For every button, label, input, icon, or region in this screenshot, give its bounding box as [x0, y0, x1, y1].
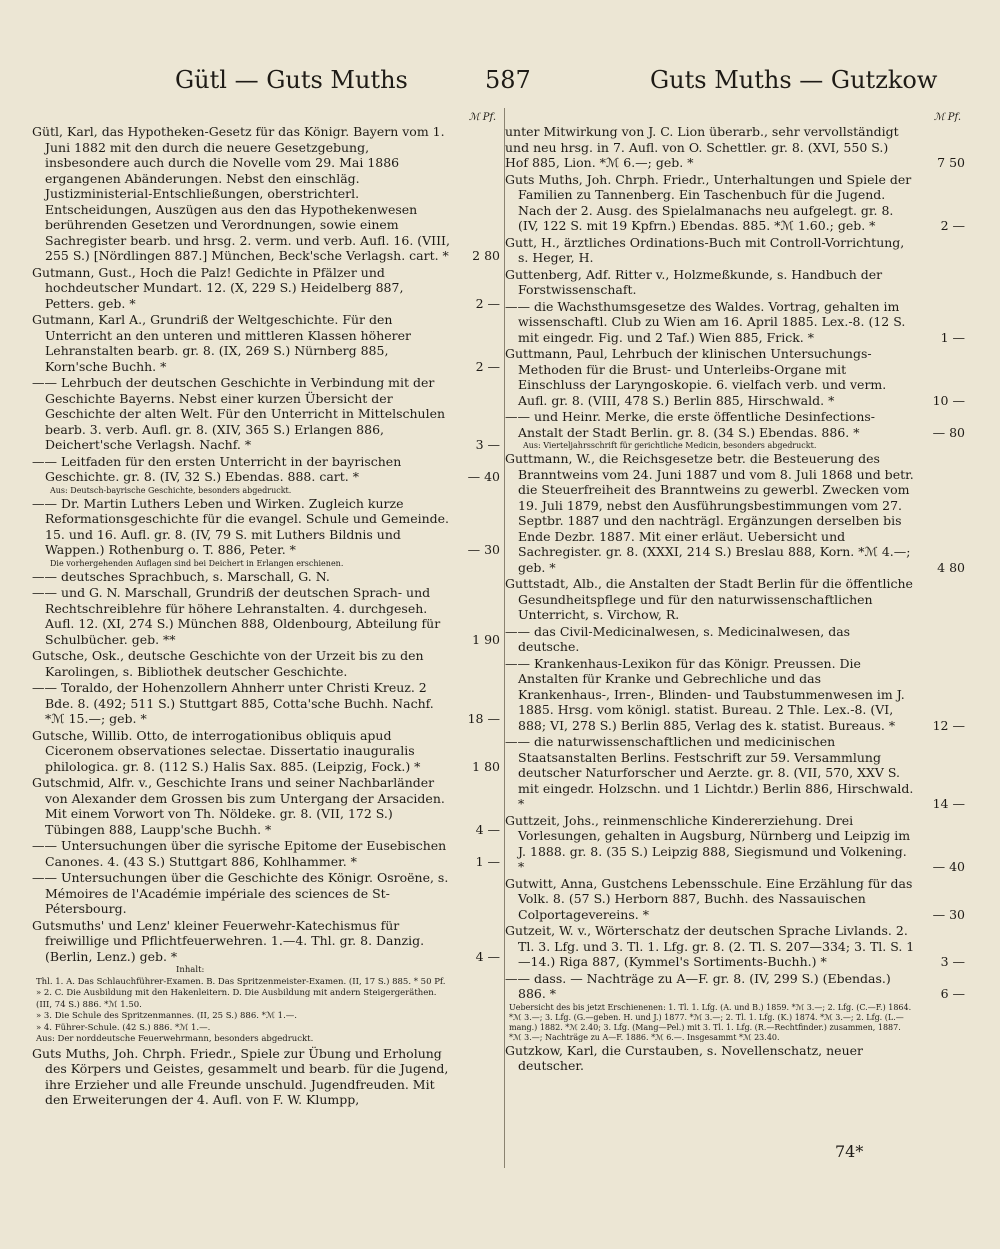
left-column — [32, 112, 500, 1109]
inhalt-line: » 3. Die Schule des Spritzenmannes. (II, 25 S.) 886. *ℳ 1.—. — [36, 1011, 297, 1021]
catalog-entry — [32, 454, 500, 485]
entry-note: Aus: Vierteljahrsschrift für gerichtliche Medicin, besonders abgedruckt. — [523, 441, 817, 450]
entry-note: Uebersicht des bis jetzt Erschienenen: 1. Tl. 1. Lfg. (A. und B.) 1859. *ℳ 3.—; 2. Lfg. (C.—F.) 1864. *ℳ 3.—; 3. Lfg. (G.—geben. H. und J.) 1877. *ℳ 3.—; 2. Tl. 1. Lfg. (K.) 1874. *ℳ 3.—; 2. Lfg. (L.—mang.) 1882. *ℳ 2.40; 3. Lfg. (Mang—Pel.) mit 3. Tl. 1. Lfg. (R.—Rechtfinder.) zusammen, 1887. *ℳ 3.—; Nachträge zu A—F. 1886. *ℳ 6.—. Insgesammt *ℳ 23.40. — [509, 1002, 912, 1042]
catalog-entry — [32, 728, 500, 775]
entry-text: —— und G. N. Marschall, Grundriß der deutschen Sprach- und Rechtschreiblehre für höhere Lehranstalten. 4. durchgeseh. Aufl. 12. (XI, 274 S.) München 888, Oldenbourg, Abteilung für Schulbücher. geb. ** — [32, 585, 441, 647]
catalog-entry — [505, 971, 965, 1002]
entry-text: Gutsche, Osk., deutsche Geschichte von der Urzeit bis zu den Karolingen, s. Bibliothek deutscher Geschichte. — [32, 648, 424, 679]
entry-price: — 80 — [932, 424, 965, 440]
entry-text: Guts Muths, Joh. Chrph. Friedr., Unterhaltungen und Spiele der Familien zu Tannenberg. Ein Taschenbuch für die Jugend. Nach der 2. Ausg. des Spielalmanachs neu aufgelegt. gr. 8. (IV, 122 S. mit 19 Kpfrn.) Ebendas. 885. *ℳ 1.60.; geb. * — [505, 171, 912, 233]
catalog-entry — [32, 585, 500, 647]
entry-text: Gutzkow, Karl, die Curstauben, s. Novellenschatz, neuer deutscher. — [505, 1042, 863, 1073]
right-entry-list — [505, 124, 965, 1074]
entry-text: —— Untersuchungen über die Geschichte des Königr. Osroëne, s. Mémoires de l'Académie impériale des sciences de St-Pétersbourg. — [32, 870, 449, 916]
entry-note: Die vorhergehenden Auflagen sind bei Deichert in Erlangen erschienen. — [50, 558, 344, 568]
entry-price: 2 80 — [472, 248, 500, 263]
catalog-entry — [32, 870, 500, 917]
currency-unit-label: ℳ Pf. — [933, 112, 961, 123]
entry-text: —— das Civil-Medicinalwesen, s. Medicinalwesen, das deutsche. — [505, 623, 851, 654]
entry-note: Aus: Deutsch-bayrische Geschichte, besonders abgedruckt. — [50, 485, 292, 495]
header-right-title: Guts Muths — Gutzkow — [650, 66, 938, 94]
signature-mark: 74* — [835, 1142, 864, 1161]
entry-price: 18 — — [467, 711, 500, 726]
entry-price: 2 — — [475, 295, 500, 311]
entry-text: unter Mitwirkung von J. C. Lion überarb., sehr vervollständigt und neu hrsg. in 7. Aufl. von O. Schettler. gr. 8. (XVI, 550 S.) Hof 885, Lion. *ℳ 6.—; geb. * — [505, 124, 899, 170]
entry-price: 4 — — [475, 821, 500, 837]
catalog-entry — [32, 838, 500, 869]
inhalt-line: » 4. Führer-Schule. (42 S.) 886. *ℳ 1.—. — [36, 1022, 211, 1033]
entry-text: —— Krankenhaus-Lexikon für das Königr. Preussen. Die Anstalten für Kranke und Gebrechliche und das Krankenhaus-, Irren-, Blinden- und Taubstummenwesen im J. 1885. Hrsg. vom königl. statist. Bureau. 2 Thle. Lex.-8. (VI, 888; VI, 278 S.) Berlin 885, Verlag des k. statist. Bureaus. * — [505, 655, 905, 733]
catalog-entry — [505, 409, 965, 440]
catalog-entry — [32, 496, 500, 558]
entry-text: —— dass. — Nachträge zu A—F. gr. 8. (IV, 299 S.) (Ebendas.) 886. * — [505, 970, 891, 1001]
entry-text: Guttmann, W., die Reichsgesetze betr. die Besteuerung des Branntweins vom 24. Juni 1887 und vom 8. Juli 1868 und betr. die Steuerfreiheit des Branntweins zu gewerbl. Zwecken vom 19. Juli 1879, nebst den Ausführungsbestimmungen vom 27. Septbr. 1887 und den nachträgl. Ergänzungen derselben bis Ende Dezbr. 1887. Mit einer erläut. Uebersicht und Sachregister. gr. 8. (XXXI, 214 S.) Breslau 888, Korn. *ℳ 4.—; geb. * — [505, 451, 914, 575]
catalog-entry — [32, 648, 500, 679]
entry-price: 10 — — [932, 392, 965, 408]
catalog-entry — [32, 680, 500, 727]
entry-text: Guttstadt, Alb., die Anstalten der Stadt Berlin für die öffentliche Gesundheitspflege und für den naturwissenschaftlichen Unterricht, s. Virchow, R. — [505, 576, 913, 622]
entry-price: 1 — — [940, 329, 965, 345]
entry-price: 3 — — [940, 954, 965, 969]
entry-price: 6 — — [940, 986, 965, 1001]
inhalt-block — [32, 965, 500, 1046]
entry-text: Guttmann, Paul, Lehrbuch der klinischen Untersuchungs-Methoden für die Brust- und Unterleibs-Organe mit Einschluss der Laryngoskopie. 6. vielfach verb. und verm. Aufl. gr. 8. (VIII, 478 S.) Berlin 885, Hirschwald. * — [505, 346, 887, 408]
entry-text: —— deutsches Sprachbuch, s. Marschall, G. N. — [32, 568, 330, 584]
entry-text: —— und Heinr. Merke, die erste öffentliche Desinfections-Anstalt der Stadt Berlin. gr. 8. (34 S.) Ebendas. 886. * — [505, 409, 876, 440]
entry-text: —— die naturwissenschaftlichen und medicinischen Staatsanstalten Berlins. Festschrift zur 59. Versammlung deutscher Naturforscher und Aerzte. gr. 8. (VII, 570, XXV S. mit eingedr. Holzschn. und 1 Lichtdr.) Berlin 886, Hirschwald. * — [505, 734, 914, 811]
entry-text: —— Toraldo, der Hohenzollern Ahnherr unter Christi Kreuz. 2 Bde. 8. (492; 511 S.) Stuttgart 885, Cotta'sche Buchh. Nachf. *ℳ 15.—; geb. * — [32, 680, 434, 726]
catalog-entry — [505, 1043, 965, 1074]
page-number: 587 — [485, 66, 531, 94]
catalog-entry — [505, 923, 965, 970]
entry-price: 4 80 — [937, 559, 965, 575]
entry-text: Gutsche, Willib. Otto, de interrogationibus obliquis apud Ciceronem observationes selectae. Dissertatio inauguralis philologica. gr. 8. (112 S.) Halis Sax. 885. (Leipzig, Fock.) * — [32, 727, 421, 774]
catalog-entry — [32, 918, 500, 965]
running-header — [0, 66, 1000, 98]
entry-price: 1 80 — [472, 758, 500, 774]
entry-price: 2 — — [475, 358, 500, 374]
entry-price: 14 — — [932, 796, 965, 811]
entry-text: —— Lehrbuch der deutschen Geschichte in Verbindung mit der Geschichte Bayerns. Nebst einer kurzen Übersicht der Geschichte der alten Welt. Für den Unterricht in Mittelschulen bearb. 3. verb. Aufl. gr. 8. (XIV, 365 S.) Erlangen 886, Deichert'sche Verlagsh. Nachf. * — [32, 375, 446, 452]
entry-price: — 30 — [467, 542, 500, 557]
catalog-entry — [505, 734, 965, 812]
catalog-entry — [32, 569, 500, 585]
inhalt-line: » 2. C. Die Ausbildung mit den Hakenleitern. D. Die Ausbildung mit andern Steigergeräthen. (III, 74 S.) 886. *ℳ 1.50. — [36, 988, 437, 1010]
left-entry-list — [32, 124, 500, 964]
entry-price: 2 — — [940, 218, 965, 233]
catalog-entry — [32, 312, 500, 374]
entry-price: 1 — — [475, 853, 500, 869]
entry-text: —— die Wachsthumsgesetze des Waldes. Vortrag, gehalten im wissenschaftl. Club zu Wien am 16. April 1885. Lex.-8. (12 S. mit eingedr. Fig. und 2 Taf.) Wien 885, Frick. * — [505, 298, 906, 345]
entry-price: — 40 — [467, 469, 500, 484]
catalog-entry — [505, 235, 965, 266]
catalog-entry — [505, 299, 965, 346]
catalog-entry — [32, 1046, 500, 1108]
inhalt-source-note: Aus: Der norddeutsche Feuerwehrmann, besonders abgedruckt. — [36, 1034, 314, 1044]
entry-price: 3 — — [475, 437, 500, 452]
entry-price: — 30 — [932, 906, 965, 922]
catalog-entry — [505, 813, 965, 875]
catalog-entry — [505, 346, 965, 408]
catalog-entry — [505, 267, 965, 298]
entry-text: Gutsmuths' und Lenz' kleiner Feuerwehr-Katechismus für freiwillige und Pflichtfeuerwehren. 1.—4. Thl. gr. 8. Danzig. (Berlin, Lenz.) geb. * — [32, 917, 425, 964]
entry-text: Gutwitt, Anna, Gustchens Lebensschule. Eine Erzählung für das Volk. 8. (57 S.) Herborn 887, Buchh. des Nassauischen Colportagevereins. * — [505, 875, 913, 922]
entry-text: Gutt, H., ärztliches Ordinations-Buch mit Controll-Vorrichtung, s. Heger, H. — [505, 234, 905, 265]
catalog-entry — [505, 624, 965, 655]
catalog-entry — [505, 876, 965, 923]
catalog-entry — [505, 124, 965, 171]
catalog-entry — [505, 172, 965, 234]
entry-text: Gutmann, Karl A., Grundriß der Weltgeschichte. Für den Unterricht an den unteren und mittleren Klassen höherer Lehranstalten bearb. gr. 8. (IX, 269 S.) Nürnberg 885, Korn'sche Buchh. * — [32, 312, 411, 374]
entry-price: 4 — — [475, 948, 500, 964]
catalog-entry — [505, 451, 965, 575]
catalog-entry — [32, 775, 500, 837]
entry-price: 7 50 — [937, 155, 965, 170]
entry-text: Gütl, Karl, das Hypotheken-Gesetz für das Königr. Bayern vom 1. Juni 1882 mit den durch die neuere Gesetzgebung, insbesondere auch durch die Novelle vom 29. Mai 1886 ergangenen Abänderungen. Nebst den einschläg. Justizministerial-Entschließungen, oberstrichterl. Entscheidungen, Auszügen aus den das Hypothekenwesen berührenden Gesetzen und Verordnungen, sowie einem Sachregister bearb. und hrsg. 2. verm. und verb. Aufl. 16. (VIII, 255 S.) [Nördlingen 887.] München, Beck'sche Verlagsh. cart. * — [32, 124, 450, 263]
catalog-entry — [32, 375, 500, 453]
catalog-entry — [32, 124, 500, 264]
entry-text: Guttenberg, Adf. Ritter v., Holzmeßkunde, s. Handbuch der Forstwissenschaft. — [505, 266, 883, 297]
entry-text: Guts Muths, Joh. Chrph. Friedr., Spiele zur Übung und Erholung des Körpers und Geistes, gesammelt und bearb. für die Jugend, ihre Erzieher und alle Freunde unschuld. Jugendfreuden. Mit den Erweiterungen der 4. Aufl. von F. W. Klumpp, — [32, 1045, 449, 1107]
entry-text: —— Dr. Martin Luthers Leben und Wirken. Zugleich kurze Reformationsgeschichte für die evangel. Schule und Gemeinde. 15. und 16. Aufl. gr. 8. (IV, 79 S. mit Luthers Bildnis und Wappen.) Rothenburg o. T. 886, Peter. * — [32, 495, 450, 557]
entry-price: 12 — — [932, 717, 965, 733]
currency-unit-label: ℳ Pf. — [468, 112, 496, 123]
entry-price: 1 90 — [472, 631, 500, 647]
entry-text: —— Untersuchungen über die syrische Epitome der Eusebischen Canones. 4. (43 S.) Stuttgart 886, Kohlhammer. * — [32, 838, 447, 869]
header-left-title: Gütl — Guts Muths — [175, 66, 408, 94]
entry-text: Gutzeit, W. v., Wörterschatz der deutschen Sprache Livlands. 2. Tl. 3. Lfg. und 3. Tl. 1. Lfg. gr. 8. (2. Tl. S. 207—334; 3. Tl. S. 1—14.) Riga 887, (Kymmel's Sortiments-Buchh.) * — [505, 923, 915, 969]
entry-text: Guttzeit, Johs., reinmenschliche Kindererziehung. Drei Vorlesungen, gehalten in Augsburg, Nürnberg und Leipzig im J. 1888. gr. 8. (35 S.) Leipzig 888, Siegismund und Volkening. * — [505, 812, 911, 874]
entry-price: — 40 — [932, 859, 965, 874]
inhalt-line: Thl. 1. A. Das Schlauchführer-Examen. B. Das Spritzenmeister-Examen. (II, 17 S.) 885. * 50 Pf. — [36, 976, 446, 987]
entry-text: Gutmann, Gust., Hoch die Palz! Gedichte in Pfälzer und hochdeutscher Mundart. 12. (X, 229 S.) Heidelberg 887, Petters. geb. * — [32, 264, 404, 311]
catalog-entry — [505, 656, 965, 734]
catalog-entry — [32, 265, 500, 312]
entry-text: Gutschmid, Alfr. v., Geschichte Irans und seiner Nachbarländer von Alexander dem Grossen bis zum Untergang der Arsaciden. Mit einem Vorwort von Th. Nöldeke. gr. 8. (VII, 172 S.) Tübingen 888, Laupp'sche Buchh. * — [32, 775, 445, 837]
entry-text: —— Leitfaden für den ersten Unterricht in der bayrischen Geschichte. gr. 8. (IV, 32 S.) Ebendas. 888. cart. * — [32, 453, 402, 484]
catalog-entry — [505, 576, 965, 623]
inhalt-label: Inhalt: — [176, 965, 205, 975]
right-column — [505, 112, 965, 1075]
